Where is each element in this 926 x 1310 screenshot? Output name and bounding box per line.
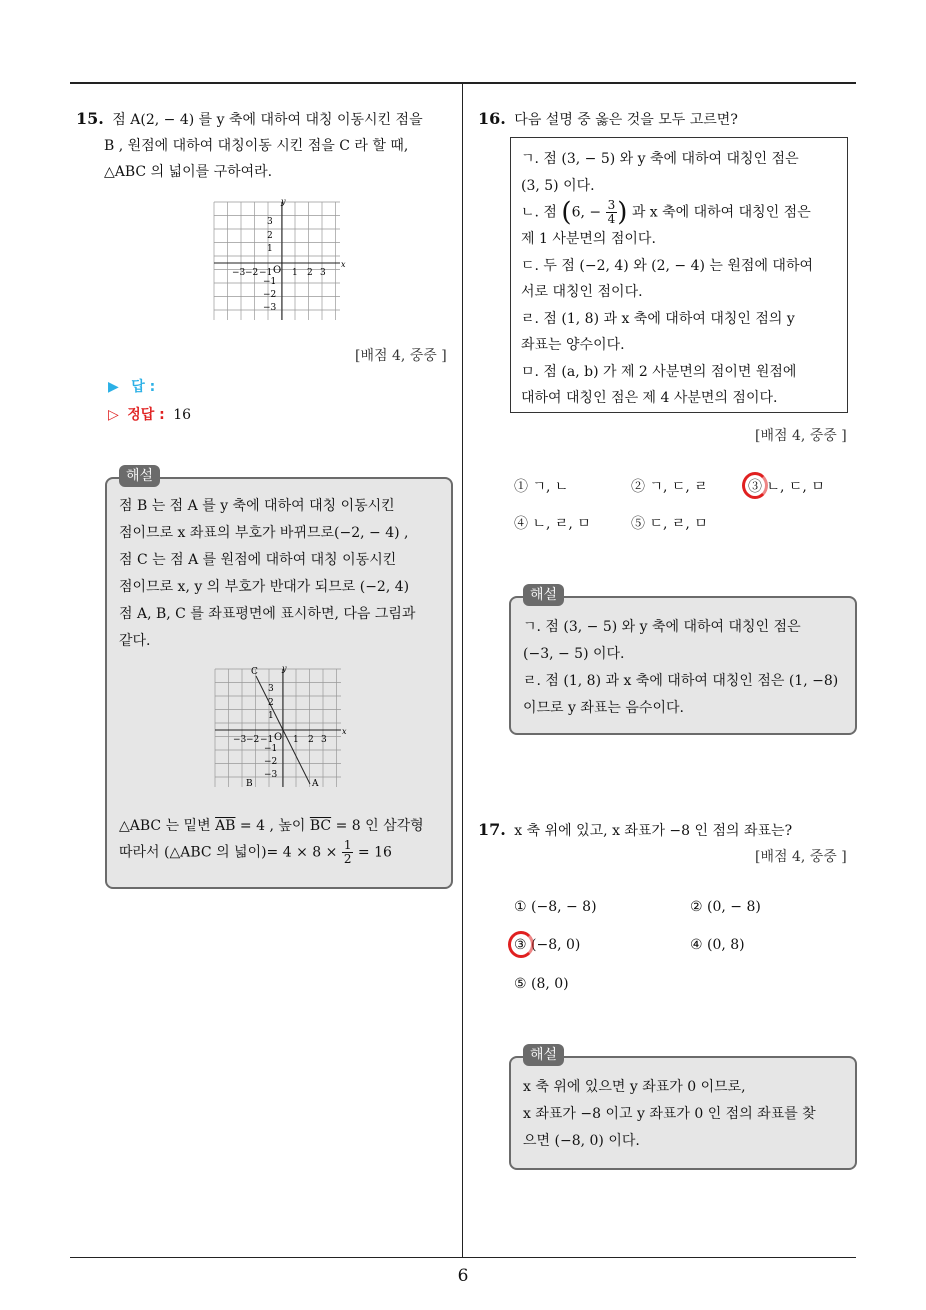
x-tick-label: 3 [320,268,326,278]
question-text: x 축 위에 있고, x 좌표가 −8 인 점의 좌표는? [514,823,793,839]
statement-line: 서로 대칭인 점이다. [521,284,643,300]
statement-text: ㄴ. 점 [521,204,557,221]
play-arrow-icon: ▶ [108,379,119,395]
solution-line: x 축 위에 있으면 y 좌표가 0 이므로, [523,1079,746,1095]
fraction-one-half: $\frac{1}{2}$ [343,838,352,866]
statement-line: ㅁ. 점 (a, b) 가 제 2 사분면의 점이면 원점에 [521,363,797,380]
solution-line: 점 A, B, C 를 좌표평면에 표시하면, 다음 그림과 [119,606,416,622]
score-label: [배점 4, 중중 ] [355,348,447,364]
option-4[interactable]: ④ ㄴ, ㄹ, ㅁ [514,516,591,532]
question-16 [478,106,738,133]
solution-line: 같다. [119,633,151,649]
statement-line: ㄱ. 점 (3, − 5) 와 y 축에 대하여 대칭인 점은 [521,151,799,167]
point-label-b: B [246,779,253,787]
solution-box [105,468,453,889]
question-text-line: B , 원점에 대하여 대칭이동 시킨 점을 C 라 할 때, [104,138,409,154]
y-tick-label: −1 [263,277,277,287]
solution-line: 점이므로 x, y 의 부호가 반대가 되므로 (−2, 4) [119,579,410,595]
statement-line: 제 1 사분면의 점이다. [521,231,656,247]
solution-box [509,1047,857,1170]
statement-line: 대하여 대칭인 점은 제 4 사분면의 점이다. [521,390,778,406]
solution-line: 점 C 는 점 A 를 원점에 대하여 대칭 이동시킨 [119,552,397,568]
solution-line: 점이므로 x 좌표의 부호가 바뀌므로(−2, − 4) , [119,525,409,541]
statement-line: 좌표는 양수이다. [521,337,625,353]
paren-close: ) [617,197,628,228]
x-tick-label: −1 [259,268,273,278]
option-3[interactable]: ③ ㄴ, ㄷ, ㅁ [748,479,825,495]
origin-label: O [274,732,283,743]
column-divider [462,83,463,1257]
solution-box [509,587,857,735]
selected-circle-icon [742,472,768,499]
question-text-line: 점 A(2, − 4) 를 y 축에 대하여 대칭 이동시킨 점을 [112,112,423,128]
score-label: [배점 4, 중중 ] [755,849,847,865]
y-tick-label: 2 [267,231,273,241]
solution-line: x 좌표가 −8 이고 y 좌표가 0 인 점의 좌표를 찾 [523,1106,816,1122]
x-tick-label: −2 [246,735,260,745]
x-axis-label: x [341,260,346,269]
option-5[interactable]: ⑤ (8, 0) [514,976,569,992]
grid-lines [214,202,340,320]
solution-conclusion [119,813,424,866]
triangle-graph-figure [213,665,349,787]
solution-tag: 해설 [119,465,160,487]
solution-tag: 해설 [523,1044,564,1066]
y-tick-label: −3 [264,770,278,780]
correct-value: 16 [173,407,192,423]
point-label-c: C [251,667,258,677]
conclusion-text: = 4 , 높이 [235,818,310,834]
y-axis-label: y [281,198,286,206]
statement-text: 6, − [571,204,602,221]
solution-line: 점 B 는 점 A 를 y 축에 대하여 대칭 이동시킨 [119,498,395,514]
origin-label: O [273,265,282,276]
y-tick-label: −2 [263,290,277,300]
y-tick-label: −3 [263,303,277,313]
option-2[interactable]: ② ㄱ, ㄷ, ㄹ [631,479,708,495]
x-tick-label: 2 [307,268,313,278]
question-17 [478,819,792,842]
statements-box [510,137,848,413]
solution-line: ㄱ. 점 (3, − 5) 와 y 축에 대하여 대칭인 점은 [523,619,801,635]
statement-line: (3, 5) 이다. [521,177,595,194]
solution-line: ㄹ. 점 (1, 8) 과 x 축에 대하여 대칭인 점은 (1, −8) [523,673,839,689]
x-tick-label: −2 [245,268,259,278]
question-text-line: △ABC 의 넓이를 구하여라. [104,164,273,180]
x-tick-label: 3 [321,735,327,745]
x-tick-label: 1 [292,268,298,278]
option-5[interactable]: ⑤ ㄷ, ㄹ, ㅁ [631,516,708,532]
solution-line: (−3, − 5) 이다. [523,646,625,662]
option-2[interactable]: ② (0, − 8) [690,899,761,915]
x-tick-label: −3 [232,268,246,278]
y-tick-label: 1 [268,711,274,721]
selected-circle-icon [508,931,534,958]
conclusion-text: 따라서 (△ABC 의 넓이)= 4 × 8 × [119,844,338,861]
x-axis-label: x [342,727,347,736]
segment-ab: $\overline{AB}$ [215,818,236,834]
grid-lines [215,669,341,787]
y-tick-label: 3 [267,217,273,227]
answer-label: 답 : [131,379,156,395]
statement-line-fraction [521,199,837,226]
y-tick-label: 2 [268,698,274,708]
conclusion-text: = 16 [357,844,392,861]
coordinate-grid-figure [212,198,348,320]
answer-row [108,376,155,396]
solution-line: 으면 (−8, 0) 이다. [523,1133,640,1149]
outline-arrow-icon: ▷ [108,407,119,423]
top-rule [70,82,856,84]
question-number: 16. [478,109,506,128]
conclusion-text: △ABC 는 밑변 [119,818,216,834]
paren-open: ( [561,197,572,228]
option-3[interactable]: ③ (−8, 0) [514,937,581,953]
y-tick-label: 1 [267,244,273,254]
x-tick-label: −1 [260,735,274,745]
question-number: 15. [76,109,104,128]
correct-label: 정답 : [127,407,165,423]
question-15 [76,106,456,185]
correct-answer-row [108,404,191,424]
conclusion-text: = 8 인 삼각형 [331,818,424,834]
solution-line: 이므로 y 좌표는 음수이다. [523,700,684,716]
statement-line: ㄹ. 점 (1, 8) 과 x 축에 대하여 대칭인 점의 y [521,310,795,327]
solution-tag: 해설 [523,584,564,606]
question-number: 17. [478,820,506,839]
x-tick-label: 2 [308,735,314,745]
bottom-rule [70,1257,856,1258]
y-tick-label: −1 [264,744,278,754]
page-number: 6 [457,1266,469,1286]
y-tick-label: 3 [268,684,274,694]
option-1[interactable]: ① ㄱ, ㄴ [514,479,569,495]
segment-bc: $\overline{BC}$ [309,818,332,834]
point-label-a: A [312,779,319,787]
statement-line: ㄷ. 두 점 (−2, 4) 와 (2, − 4) 는 원점에 대하여 [521,257,814,274]
option-1[interactable]: ① (−8, − 8) [514,899,597,915]
score-label: [배점 4, 중중 ] [755,428,847,444]
fraction-three-quarters: $\frac{3}{4}$ [607,198,616,226]
x-tick-label: −3 [233,735,247,745]
option-4[interactable]: ④ (0, 8) [690,937,745,953]
y-tick-label: −2 [264,757,278,767]
x-tick-label: 1 [293,735,299,745]
statement-text: 과 x 축에 대하여 대칭인 점은 [631,204,811,221]
question-text: 다음 설명 중 옳은 것을 모두 고르면? [514,112,738,128]
y-axis-label: y [282,665,287,673]
